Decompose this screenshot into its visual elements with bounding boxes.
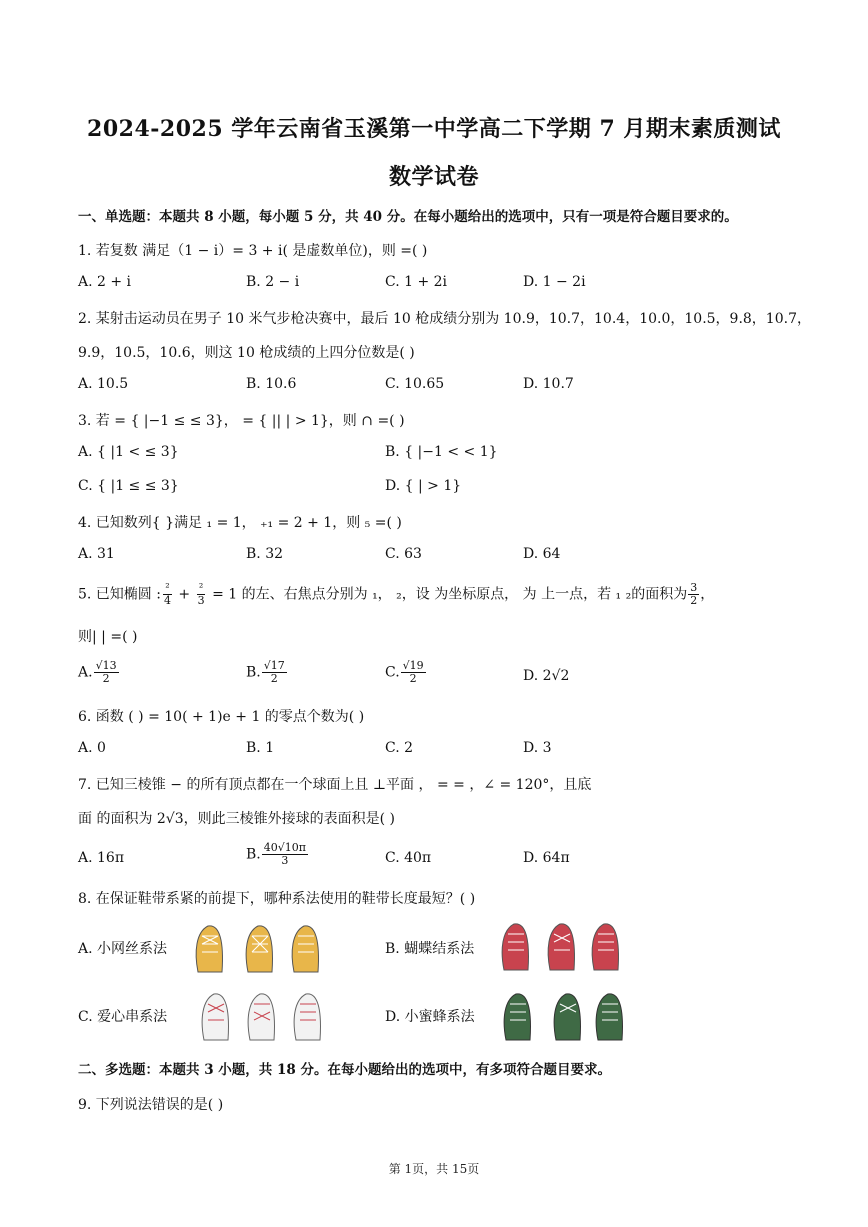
q7-option-d: D. 64π: [523, 850, 570, 866]
q5-a-den: 2: [102, 672, 110, 685]
q3-option-d: D. { | > 1}: [385, 478, 462, 494]
q2-option-b: B. 10.6: [246, 376, 297, 392]
q5-option-a-frac: [94, 660, 119, 685]
q7-option-b-frac: [262, 842, 308, 867]
question-2-stem-line2: 9.9，10.5，10.6，则这 10 枪成绩的上四分位数是( ): [78, 345, 415, 361]
shoe-icon: [548, 924, 574, 970]
question-5-stem: [78, 582, 714, 607]
page-footer: 第 1页，共 15页: [388, 1162, 480, 1176]
q5-fraction-area: [688, 582, 699, 607]
q5-option-c-frac: [401, 660, 426, 685]
q5-stem-part-b: = 1 的左、右焦点分别为 ₁， ₂，设 为坐标原点， 为 上一点，若 ₁ ₂的面积为: [207, 586, 688, 603]
q3-option-c: C. { |1 ≤ ≤ 3}: [78, 478, 179, 494]
q5-plus: +: [173, 586, 195, 603]
q2-option-d: D. 10.7: [523, 376, 574, 392]
q4-option-a: A. 31: [78, 546, 115, 562]
q5-frac3-den: 2: [690, 594, 698, 607]
q3-option-b: B. { |−1 < < 1}: [385, 444, 498, 460]
question-5-stem-line2: 则| | =( ): [78, 629, 138, 645]
q8-option-c: C. 爱心串系法: [78, 1009, 168, 1025]
q5-a-num: √13: [95, 659, 117, 672]
q5-frac2-num: ²: [198, 581, 204, 594]
q2-option-c: C. 10.65: [385, 376, 445, 392]
q5-option-c-label: C.: [385, 664, 400, 681]
q1-option-c: C. 1 + 2i: [385, 274, 448, 290]
shoe-icon: [248, 994, 274, 1040]
q5-frac3-num: 3: [690, 581, 698, 594]
shoe-icon: [294, 994, 320, 1040]
q1-option-a: A. 2 + i: [78, 274, 132, 290]
question-7-stem-line2: 面 的面积为 2√3，则此三棱锥外接球的表面积是( ): [78, 811, 396, 827]
q6-option-d: D. 3: [523, 740, 552, 756]
q6-option-b: B. 1: [246, 740, 275, 756]
shoe-icon: [592, 924, 618, 970]
q5-option-b-frac: [262, 660, 287, 685]
shoes-white-illustration: [198, 990, 328, 1042]
question-2-stem-line1: 2. 某射击运动员在男子 10 米气步枪决赛中，最后 10 枪成绩分别为 10.9，10.7，10.4，10.0，10.5，9.8，10.7，: [78, 311, 811, 327]
q4-option-d: D. 64: [523, 546, 561, 562]
q8-option-b: B. 蝴蝶结系法: [385, 941, 475, 957]
question-4-stem: 4. 已知数列{ }满足 ₁ = 1， ₊₁ = 2 + 1，则 ₅ =( ): [78, 515, 402, 531]
q5-frac2-den: 3: [197, 594, 205, 607]
exam-title: 2024-2025 学年云南省玉溪第一中学高二下学期 7 月期末素质测试: [87, 116, 781, 142]
question-6-stem: 6. 函数 ( ) = 10( + 1)e + 1 的零点个数为( ): [78, 709, 365, 725]
section-single-choice-header: 一、单选题：本题共 8 小题，每小题 5 分，共 40 分。在每小题给出的选项中，只有一项是符合题目要求的。: [78, 209, 738, 225]
q5-b-den: 2: [270, 672, 278, 685]
question-7-stem-line1: 7. 已知三棱锥 − 的所有顶点都在一个球面上且 ⊥平面 ， = = ，∠ = 120°，且底: [78, 777, 592, 793]
q7-option-b-label: B.: [246, 846, 261, 863]
section-multiple-choice-header: 二、多选题：本题共 3 小题，共 18 分。在每小题给出的选项中，有多项符合题目要求。: [78, 1062, 611, 1078]
shoe-icon: [292, 926, 318, 972]
shoe-icon: [502, 924, 528, 970]
q5-option-b-label: B.: [246, 664, 261, 681]
q8-option-d: D. 小蜜蜂系法: [385, 1009, 475, 1025]
q5-b-num: √17: [263, 659, 285, 672]
q5-option-a: [78, 660, 120, 685]
q2-option-a: A. 10.5: [78, 376, 129, 392]
q7-b-den: 3: [281, 854, 289, 867]
q5-c-den: 2: [409, 672, 417, 685]
q5-frac1-num: ²: [165, 581, 170, 594]
q5-stem-part-c: ，: [700, 586, 715, 603]
q3-option-a: A. { |1 < ≤ 3}: [78, 444, 179, 460]
q5-option-a-label: A.: [78, 664, 93, 681]
shoe-icon: [504, 994, 530, 1040]
q5-c-num: √19: [402, 659, 424, 672]
q7-option-b: [246, 842, 309, 867]
question-1-stem: 1. 若复数 满足（1 − i）= 3 + i( 是虚数单位)，则 =( ): [78, 243, 428, 259]
q4-option-c: C. 63: [385, 546, 422, 562]
shoe-icon: [246, 926, 272, 972]
shoes-green-illustration: [500, 990, 630, 1042]
exam-subtitle: 数学试卷: [388, 164, 479, 190]
q5-option-c: [385, 660, 427, 685]
q6-option-c: C. 2: [385, 740, 414, 756]
q5-option-b: [246, 660, 288, 685]
shoe-icon: [202, 994, 228, 1040]
q1-option-b: B. 2 − i: [246, 274, 300, 290]
shoes-yellow-illustration: [190, 922, 330, 974]
q7-option-a: A. 16π: [78, 850, 125, 866]
q7-option-c: C. 40π: [385, 850, 432, 866]
q6-option-a: A. 0: [78, 740, 106, 756]
question-8-stem: 8. 在保证鞋带系紧的前提下，哪种系法使用的鞋带长度最短？( ): [78, 891, 476, 907]
shoe-icon: [554, 994, 580, 1040]
question-9-stem: 9. 下列说法错误的是( ): [78, 1097, 224, 1113]
shoes-red-illustration: [498, 920, 628, 972]
question-3-stem: 3. 若 = { |−1 ≤ ≤ 3}， = { || | > 1}，则 ∩ =( ): [78, 413, 405, 429]
q5-stem-part-a: 5. 已知椭圆 :: [78, 586, 161, 603]
q5-frac1-den: 4: [163, 594, 171, 607]
q7-b-num: 40√10π: [263, 841, 306, 854]
shoe-icon: [196, 926, 222, 972]
q1-option-d: D. 1 − 2i: [523, 274, 586, 290]
q5-option-d: D. 2√2: [523, 668, 570, 684]
q5-fraction-x: [162, 582, 173, 607]
q4-option-b: B. 32: [246, 546, 284, 562]
q8-option-a: A. 小网丝系法: [78, 941, 168, 957]
shoe-icon: [596, 994, 622, 1040]
q5-fraction-y: [196, 582, 207, 607]
